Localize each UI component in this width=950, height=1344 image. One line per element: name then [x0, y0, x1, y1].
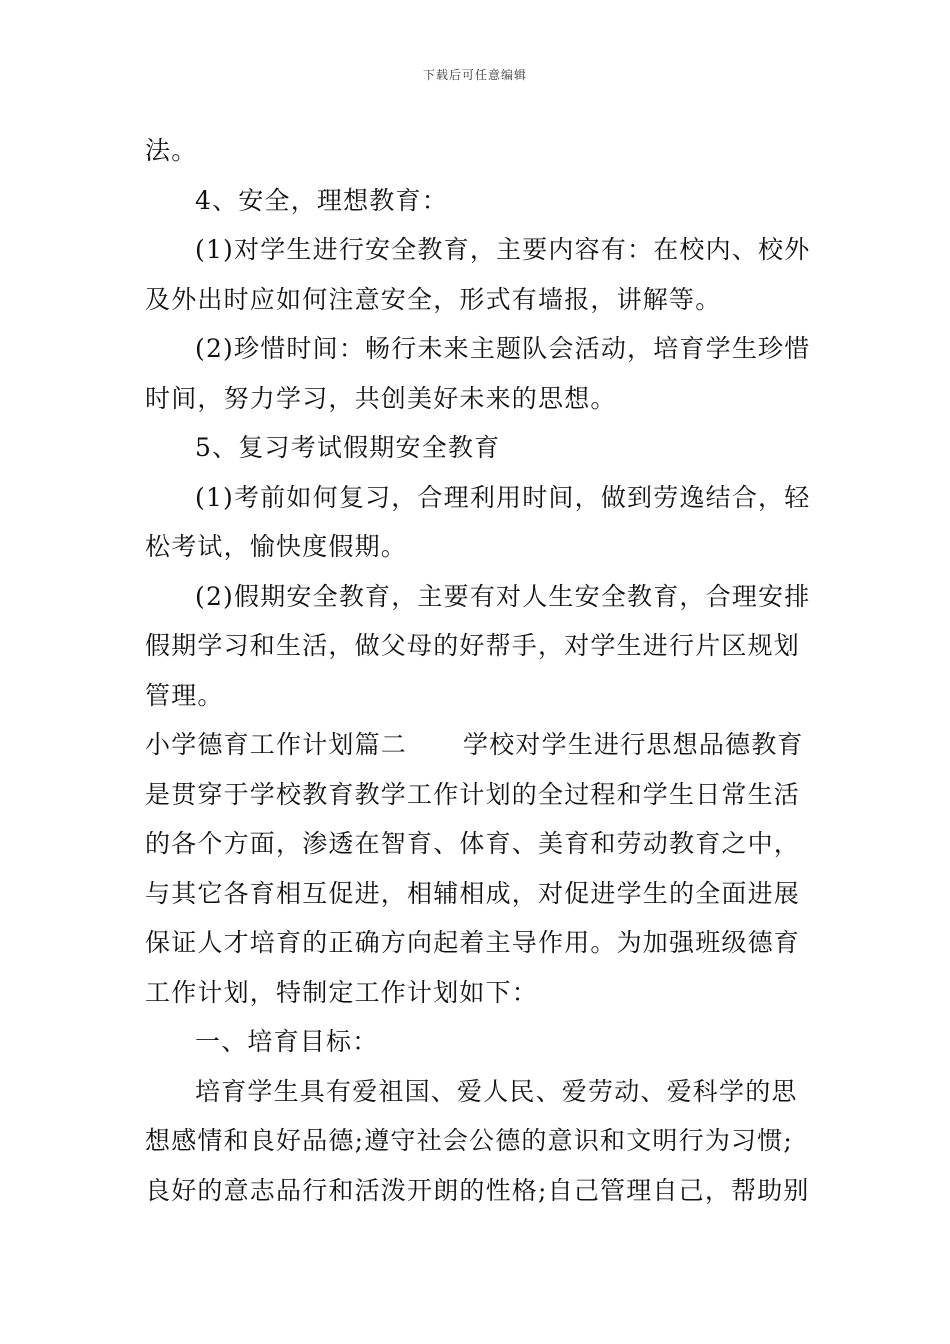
text-line: (1)对学生进行安全教育，主要内容有：在校内、校外 [195, 235, 811, 264]
text-line: 与其它各育相互促进，相辅相成，对促进学生的全面进展 [145, 878, 801, 908]
text-line: (2)珍惜时间：畅行未来主题队会活动，培育学生珍惜 [195, 334, 811, 363]
text-line: (1)考前如何复习，合理利用时间，做到劳逸结合，轻 [195, 482, 811, 512]
text-line: 管理。 [145, 680, 224, 710]
text-line: 及外出时应如何注意安全，形式有墙报，讲解等。 [145, 284, 722, 314]
text-line: (2)假期安全教育，主要有对人生安全教育，合理安排 [195, 581, 811, 611]
text-line: 法。 [145, 136, 198, 165]
text-line: 想感情和良好品德;遵守社会公德的意识和文明行为习惯; [145, 1126, 794, 1155]
text-line: 4、安全，理想教育： [195, 185, 448, 215]
text-line: 一、培育目标： [195, 1027, 379, 1056]
text-line: 工作计划，特制定工作计划如下： [145, 977, 539, 1007]
text-line: 松考试，愉快度假期。 [145, 532, 408, 561]
text-line: 保证人才培育的正确方向起着主导作用。为加强班级德育 [145, 928, 801, 957]
text-line: 是贯穿于学校教育教学工作计划的全过程和学生日常生活 [145, 779, 801, 809]
text-line: 5、复习考试假期安全教育 [195, 433, 501, 462]
text-line: 良好的意志品行和活泼开朗的性格;自己管理自己，帮助别 [145, 1175, 810, 1205]
text-line: 的各个方面，渗透在智育、体育、美育和劳动教育之中， [145, 829, 801, 858]
page-header: 下载后可任意编辑 [422, 68, 527, 82]
section-title: 小学德育工作计划篇二 [145, 730, 408, 759]
text-line: 培育学生具有爱祖国、爱人民、爱劳动、爱科学的思 [195, 1076, 798, 1106]
document-body [145, 126, 810, 1215]
text-line: 假期学习和生活，做父母的好帮手，对学生进行片区规划 [145, 631, 801, 660]
section-title-line: 小学德育工作计划篇二 学校对学生进行思想品德教育 [145, 730, 804, 759]
text-line: 时间，努力学习，共创美好未来的思想。 [145, 383, 617, 413]
